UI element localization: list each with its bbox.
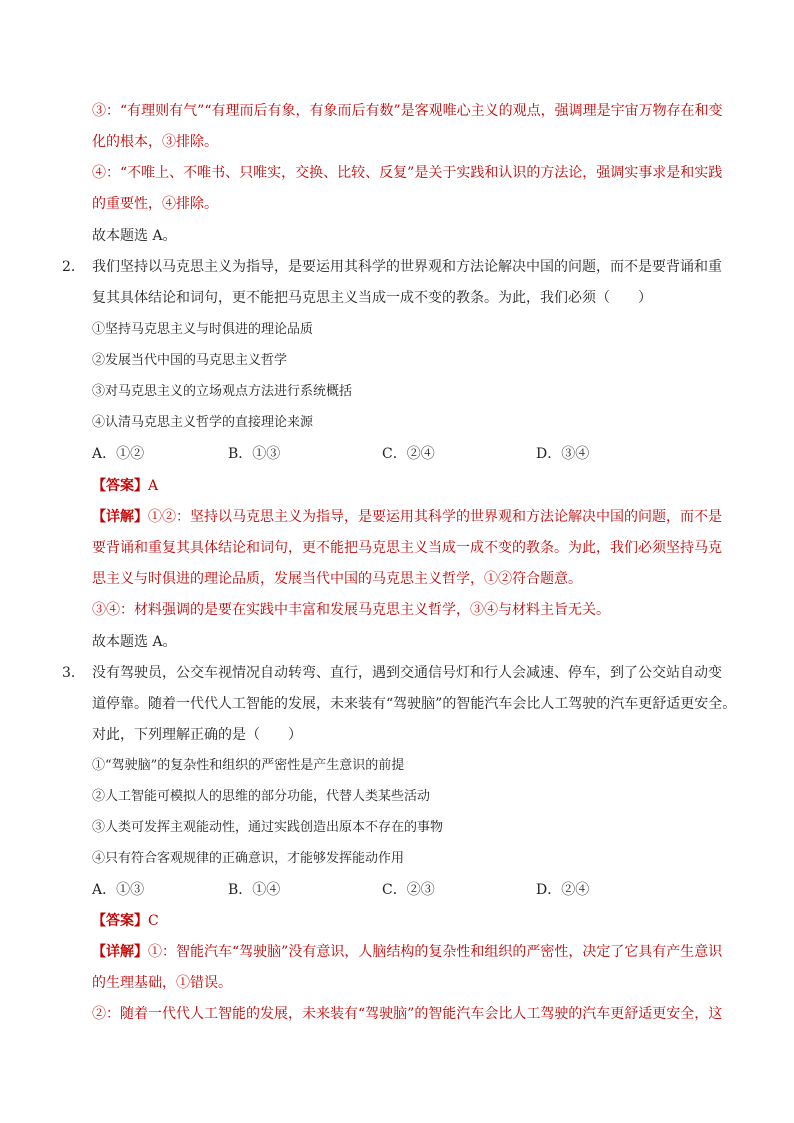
statement-item: ③对马克思主义的立场观点方法进行系统概括 xyxy=(92,384,353,399)
question-number: 2． xyxy=(62,259,85,275)
detail-text: ①：智能汽车“驾驶脑”没有意识，人脑结构的复杂性和组织的严密性，决定了它具有产生意识 xyxy=(148,944,723,960)
analysis-line: 化的根本，③排除。 xyxy=(92,134,218,150)
option-c: C．②③ xyxy=(382,882,435,898)
question-number: 3． xyxy=(62,665,85,681)
detail-text: 思主义与时俱进的理论品质，发展当代中国的马克思主义哲学，①②符合题意。 xyxy=(92,571,582,587)
answer-line xyxy=(92,911,159,931)
option-a: A．①③ xyxy=(92,882,145,898)
answer-line xyxy=(92,476,158,496)
statement-item: ②人工智能可模拟人的思维的部分功能，代替人类某些活动 xyxy=(92,789,431,804)
question-stem: 没有驾驶员，公交车视情况自动转弯、直行，遇到交通信号灯和行人会减速、停车，到了公交站自动变 xyxy=(92,665,722,681)
statement-item: ③人类可发挥主观能动性，通过实践创造出原本不存在的事物 xyxy=(92,820,444,835)
analysis-line: ③：“有理则有气”“有理而后有象，有象而后有数”是客观唯心主义的观点，强调理是宇宙万物存在和变 xyxy=(92,103,723,119)
statement-item: ②发展当代中国的马克思主义哲学 xyxy=(92,353,288,368)
detail-line xyxy=(92,507,722,527)
statement-item: ①“驾驶脑”的复杂性和组织的严密性是产生意识的前提 xyxy=(92,758,405,773)
detail-label: 【详解】 xyxy=(92,509,148,525)
detail-text: ②：随着一代代人工智能的发展，未来装有“驾驶脑”的智能汽车会比人工驾驶的汽车更舒适更安全，这 xyxy=(92,1006,723,1022)
detail-label: 【详解】 xyxy=(92,944,148,960)
option-b: B．①③ xyxy=(228,446,281,462)
option-d: D．②④ xyxy=(536,882,590,898)
question-stem: 对此，下列理解正确的是（ ） xyxy=(92,727,302,743)
detail-text: 要背诵和重复其具体结论和词句，更不能把马克思主义当成一成不变的教条。为此，我们必须坚持马克 xyxy=(92,540,722,556)
analysis-line: 的重要性，④排除。 xyxy=(92,196,218,212)
statement-item: ①坚持马克思主义与时俱进的理论品质 xyxy=(92,322,314,337)
detail-text: ③④：材料强调的是要在实践中丰富和发展马克思主义哲学，③④与材料主旨无关。 xyxy=(92,602,610,618)
option-d: D．③④ xyxy=(536,446,590,462)
detail-text: ①②：坚持以马克思主义为指导，是要运用其科学的世界观和方法论解决中国的问题，而不是 xyxy=(148,509,722,525)
statement-item: ④认清马克思主义哲学的直接理论来源 xyxy=(92,415,314,430)
analysis-line: ④：“不唯上、不唯书、只唯实，交换、比较、反复”是关于实践和认识的方法论，强调实事求是和实践 xyxy=(92,165,723,181)
option-b: B．①④ xyxy=(228,882,281,898)
question-stem: 我们坚持以马克思主义为指导，是要运用其科学的世界观和方法论解决中国的问题，而不是要背诵和重 xyxy=(92,259,722,275)
option-a: A．①② xyxy=(92,446,145,462)
answer-label: 【答案】 xyxy=(92,478,148,494)
option-c: C．②④ xyxy=(382,446,435,462)
detail-line xyxy=(92,942,722,962)
conclusion-text: 故本题选 A。 xyxy=(92,634,177,650)
question-stem: 道停靠。随着一代代人工智能的发展，未来装有“驾驶脑”的智能汽车会比人工驾驶的汽车更舒适更安全。 xyxy=(92,696,737,712)
detail-text: 的生理基础，①错误。 xyxy=(92,975,232,991)
question-stem: 复其具体结论和词句，更不能把马克思主义当成一成不变的教条。为此，我们必须（ ） xyxy=(92,290,652,306)
conclusion-text: 故本题选 A。 xyxy=(92,228,177,244)
answer-value: A xyxy=(148,478,159,494)
answer-label: 【答案】 xyxy=(92,913,148,929)
answer-value: C xyxy=(148,913,159,929)
statement-item: ④只有符合客观规律的正确意识，才能够发挥能动作用 xyxy=(92,851,405,866)
